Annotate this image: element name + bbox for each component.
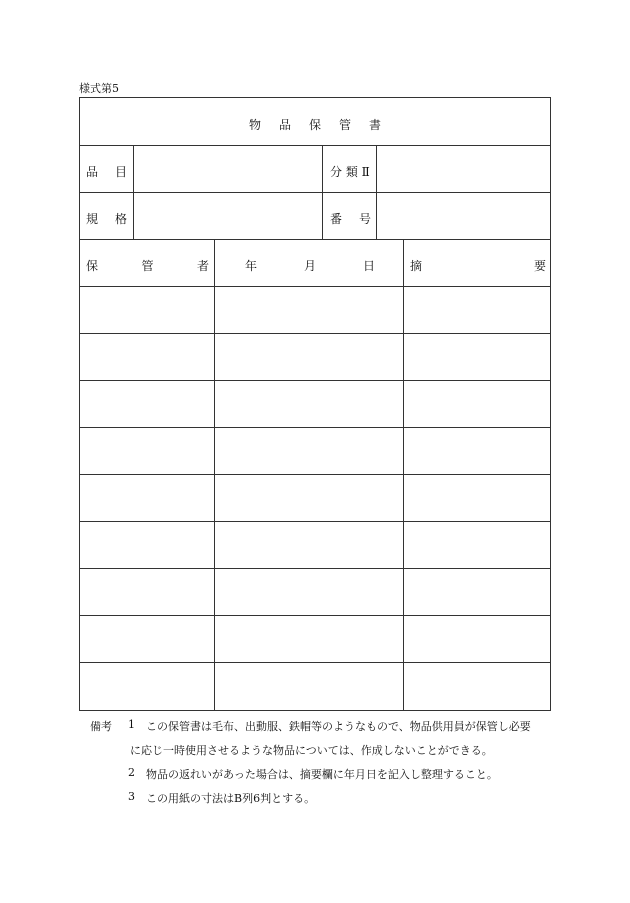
divider — [133, 145, 134, 239]
divider — [80, 474, 550, 475]
custody-form-table — [79, 97, 551, 711]
note-line: 物品の返れいがあった場合は、摘要欄に年月日を記入し整理すること。 — [146, 768, 498, 781]
note-number: 3 — [128, 790, 135, 803]
divider — [80, 521, 550, 522]
spec-label: 規 格 — [86, 212, 127, 226]
divider — [376, 145, 377, 239]
divider — [80, 192, 550, 193]
note-line: に応じ一時使用させるような物品については、作成しないことができる。 — [130, 744, 493, 757]
form-title: 物品保管書 — [248, 118, 399, 132]
note-line: この用紙の寸法はB列6判とする。 — [146, 792, 316, 805]
divider — [80, 239, 550, 240]
divider — [80, 333, 550, 334]
classification-label: 分 類 Ⅱ — [330, 165, 370, 179]
divider — [80, 380, 550, 381]
divider — [80, 615, 550, 616]
divider — [403, 239, 404, 711]
notes-heading: 備考 — [90, 720, 112, 733]
divider — [80, 286, 550, 287]
column-header-date: 年 月 日 — [245, 259, 375, 273]
item-label: 品 目 — [86, 165, 127, 179]
form-number: 様式第5 — [79, 82, 119, 95]
column-header-custodian: 保 管 者 — [86, 259, 209, 273]
note-number: 1 — [128, 718, 135, 731]
note-line: この保管書は毛布、出動服、鉄帽等のようなもので、物品供用員が保管し必要 — [146, 720, 531, 733]
divider — [80, 568, 550, 569]
column-header-summary: 摘 要 — [410, 259, 546, 273]
divider — [214, 239, 215, 711]
number-label: 番 号 — [330, 212, 371, 226]
divider — [80, 427, 550, 428]
divider — [80, 662, 550, 663]
divider — [80, 145, 550, 146]
note-number: 2 — [128, 766, 135, 779]
divider — [322, 145, 323, 239]
